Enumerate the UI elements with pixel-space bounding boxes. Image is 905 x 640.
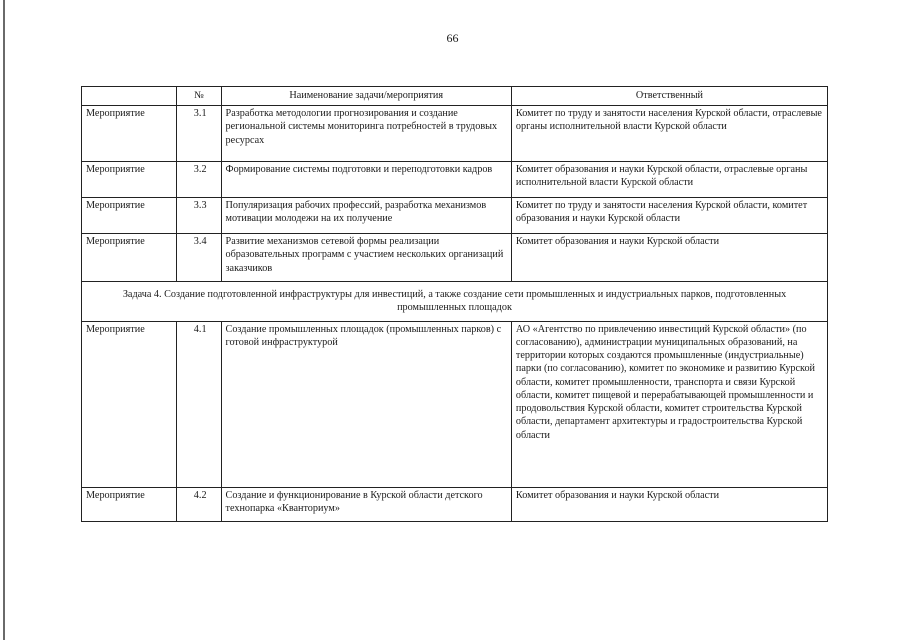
table-row [82, 162, 828, 198]
row-type: Мероприятие [82, 198, 177, 234]
row-type: Мероприятие [82, 106, 177, 162]
table-row [82, 234, 828, 282]
row-responsible: Комитет по труду и занятости населения Курской области, отраслевые органы исполнительной власти Курской области [511, 106, 827, 162]
row-number: 3.4 [177, 234, 221, 282]
table-row [82, 321, 828, 487]
header-type [82, 87, 177, 106]
task-4-heading: Задача 4. Создание подготовленной инфраструктуры для инвестиций, а также создание сети промышленных и индустриальных парков, подготовленных промышленных площадок [82, 282, 828, 322]
row-type: Мероприятие [82, 321, 177, 487]
row-number: 3.1 [177, 106, 221, 162]
header-number: № [177, 87, 221, 106]
row-responsible: Комитет образования и науки Курской области, отраслевые органы исполнительной власти Курской области [511, 162, 827, 198]
row-number: 4.1 [177, 321, 221, 487]
left-margin-rule [3, 0, 5, 640]
header-name: Наименование задачи/мероприятия [221, 87, 511, 106]
row-type: Мероприятие [82, 162, 177, 198]
row-type: Мероприятие [82, 234, 177, 282]
row-responsible: Комитет образования и науки Курской области [511, 234, 827, 282]
table-row [82, 106, 828, 162]
table-header-row [82, 87, 828, 106]
row-name: Формирование системы подготовки и переподготовки кадров [221, 162, 511, 198]
page-number: 66 [446, 31, 459, 45]
row-number: 3.3 [177, 198, 221, 234]
row-responsible: Комитет образования и науки Курской области [511, 487, 827, 521]
row-name: Развитие механизмов сетевой формы реализации образовательных программ с участием нескольких организаций заказчиков [221, 234, 511, 282]
row-number: 3.2 [177, 162, 221, 198]
row-number: 4.2 [177, 487, 221, 521]
row-responsible: АО «Агентство по привлечению инвестиций Курской области» (по согласованию), администрации муниципальных образований, на территории которых создаются промышленные (индустриальные) парки (по согласованию), комитет по экономике и развитию Курской области, комитет промышленности, транспорта и связи Курской области, комитет пищевой и перерабатывающей промышленности и продовольствия Курской области, комитет строительства Курской области, департамент архитектуры и градостроительства Курской области [511, 321, 827, 487]
row-name: Создание и функционирование в Курской области детского технопарка «Кванториум» [221, 487, 511, 521]
row-name: Разработка методологии прогнозирования и создание региональной системы мониторинга потребностей в трудовых ресурсах [221, 106, 511, 162]
table-row [82, 487, 828, 521]
task-heading-row [82, 282, 828, 322]
row-type: Мероприятие [82, 487, 177, 521]
row-responsible: Комитет по труду и занятости населения Курской области, комитет образования и науки Курской области [511, 198, 827, 234]
row-name: Создание промышленных площадок (промышленных парков) с готовой инфраструктурой [221, 321, 511, 487]
row-name: Популяризация рабочих профессий, разработка механизмов мотивации молодежи на их получение [221, 198, 511, 234]
activities-table [81, 86, 828, 522]
header-responsible: Ответственный [511, 87, 827, 106]
table-row [82, 198, 828, 234]
